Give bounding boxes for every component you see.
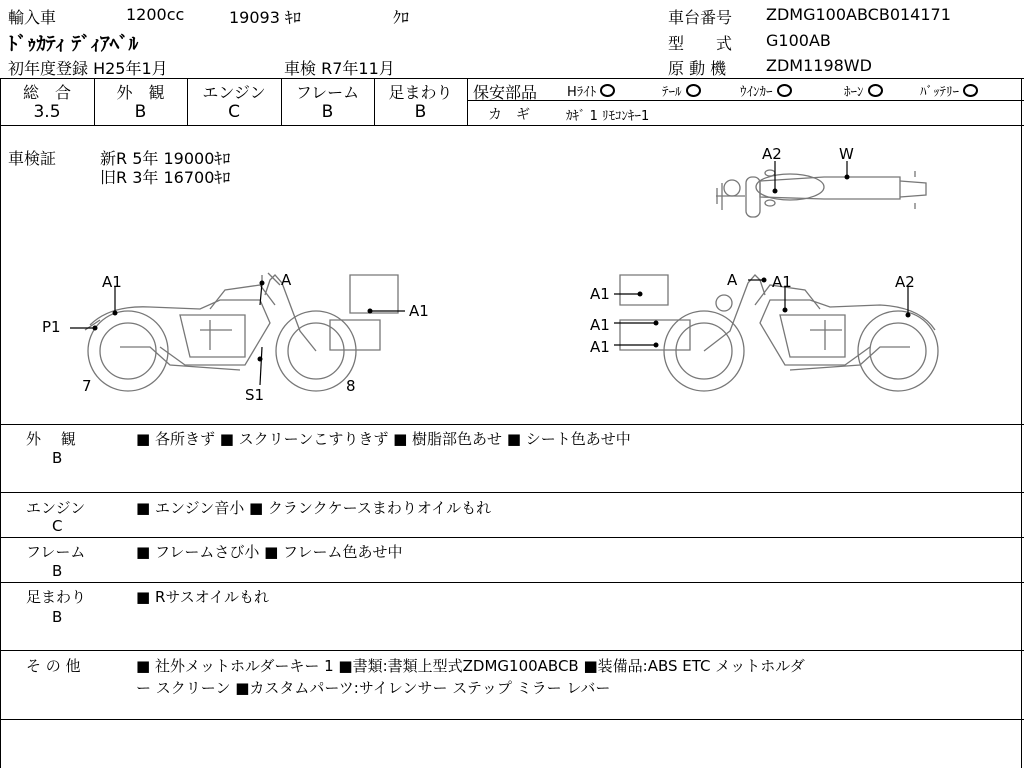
remark-label-frame: フレーム	[26, 543, 86, 561]
total-grade-label: 総 合	[22, 83, 71, 102]
mark-top-a2: A2	[762, 145, 782, 163]
model-code: G100AB	[766, 31, 831, 50]
key-value: ｶｷﾞ 1 ﾘﾓｺﾝｷｰ1	[566, 109, 650, 124]
ok-circle-icon	[686, 84, 701, 97]
motorcycle-damage-diagram	[0, 125, 1024, 425]
first-registration: 初年度登録 H25年1月	[8, 59, 168, 78]
remark-text-suspension: ■ Rサスオイルもれ	[136, 588, 270, 606]
shaken-label: 車検証	[8, 149, 57, 168]
mark-left-a: A	[281, 271, 292, 289]
safety-parts-label: 保安部品	[473, 83, 538, 102]
engine-label: 原 動 機	[668, 59, 727, 78]
color: ｸﾛ	[393, 8, 410, 27]
shaken-old-record: 旧R 3年 16700ｷﾛ	[100, 168, 231, 187]
remark-text-exterior: ■ 各所きず ■ スクリーンこすりきず ■ 樹脂部色あせ ■ シート色あせ中	[136, 430, 631, 448]
remark-label-suspension: 足まわり	[26, 588, 87, 606]
safety-item-headlight: Hﾗｲﾄ	[567, 81, 615, 100]
inspection-expiry: 車検 R7年11月	[284, 59, 395, 78]
ok-circle-icon	[777, 84, 792, 97]
ok-circle-icon	[868, 84, 883, 97]
mark-left-7: 7	[82, 377, 92, 395]
engine-grade: C	[228, 102, 240, 122]
exterior-grade: B	[134, 102, 147, 122]
import-label: 輸入車	[8, 8, 57, 27]
remark-text-other-line2: ー スクリーン ■カスタムパーツ:サイレンサー ステップ ミラー レバー	[136, 679, 611, 697]
safety-item-battery: ﾊﾞｯﾃﾘｰ	[920, 81, 978, 100]
remark-grade-engine: C	[52, 517, 63, 535]
mark-right-a: A	[727, 271, 738, 289]
frame-number-label: 車台番号	[668, 8, 733, 27]
suspension-grade-label: 足まわり	[388, 83, 453, 102]
left-side-view-motorcycle	[85, 273, 398, 391]
safety-item-winker: ｳｲﾝｶｰ	[740, 81, 792, 100]
model-label: 型 式	[668, 34, 733, 53]
remark-label-other: そ の 他	[26, 657, 81, 675]
displacement: 1200cc	[126, 5, 185, 24]
ok-circle-icon	[600, 84, 615, 97]
engine-number: ZDM1198WD	[766, 56, 872, 75]
mark-left-a1-case: A1	[409, 302, 429, 320]
remark-text-frame: ■ フレームさび小 ■ フレーム色あせ中	[136, 543, 403, 561]
right-side-view-motorcycle	[620, 275, 938, 391]
shaken-new-record: 新R 5年 19000ｷﾛ	[100, 149, 231, 168]
remark-label-engine: エンジン	[26, 499, 86, 517]
safety-item-tail: ﾃｰﾙ	[662, 81, 701, 100]
mark-left-a1: A1	[102, 273, 122, 291]
ok-circle-icon	[963, 84, 978, 97]
mark-top-w: W	[839, 145, 854, 163]
remark-grade-exterior: B	[52, 449, 63, 467]
safety-item-horn: ﾎｰﾝ	[844, 81, 883, 100]
remark-label-exterior: 外 観	[26, 430, 76, 448]
top-view-motorcycle	[716, 170, 926, 217]
exterior-grade-label: 外 観	[116, 83, 165, 102]
remark-grade-frame: B	[52, 562, 63, 580]
mark-left-p1: P1	[42, 318, 61, 336]
frame-number: ZDMG100ABCB014171	[766, 5, 951, 24]
mileage: 19093 ｷﾛ	[229, 8, 301, 27]
mark-right-a1-case-mid: A1	[590, 316, 610, 334]
engine-grade-label: エンジン	[202, 83, 266, 102]
mark-left-s1: S1	[245, 386, 265, 404]
remark-grade-suspension: B	[52, 608, 63, 626]
suspension-grade: B	[414, 102, 427, 122]
mark-right-a2: A2	[895, 273, 915, 291]
mark-right-a1-case-low: A1	[590, 338, 610, 356]
mark-left-8: 8	[346, 377, 356, 395]
remark-text-engine: ■ エンジン音小 ■ クランクケースまわりオイルもれ	[136, 499, 492, 517]
key-label: カ ギ	[488, 107, 530, 123]
maker-model: ﾄﾞｩｶﾃｨ ﾃﾞｨｱﾍﾞﾙ	[8, 33, 139, 55]
frame-grade: B	[321, 102, 334, 122]
frame-grade-label: フレーム	[295, 83, 360, 102]
remark-text-other: ■ 社外メットホルダーキー 1 ■書類:書類上型式ZDMG100ABCB ■装備品:ABS ETC メットホルダ	[136, 657, 805, 675]
total-grade: 3.5	[33, 102, 61, 122]
mark-right-a1-case-top: A1	[590, 285, 610, 303]
mark-right-a1: A1	[772, 273, 792, 291]
